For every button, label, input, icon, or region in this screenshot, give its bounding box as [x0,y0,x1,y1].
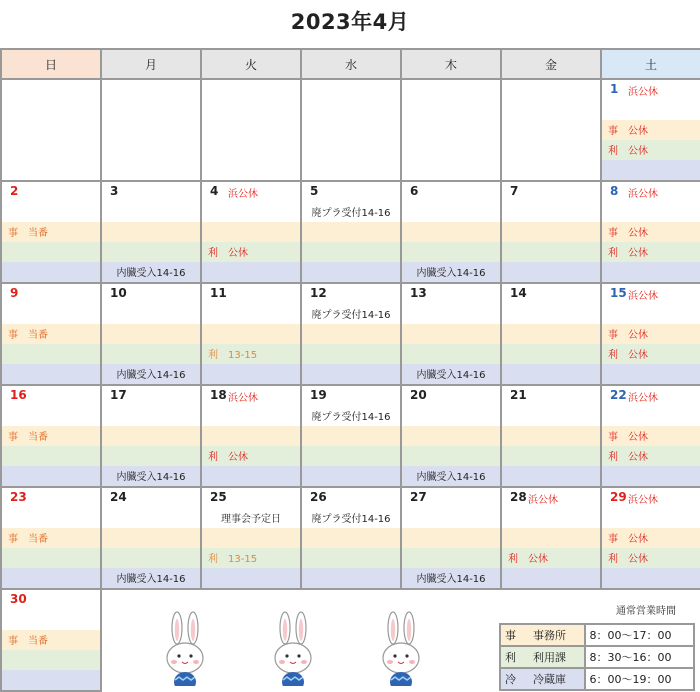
day-number: 1 [610,82,619,96]
weekday-mon: 月 [101,49,201,79]
day-cell-21[interactable] [501,385,601,487]
day-cell-8[interactable] [601,181,700,283]
day-cell-16[interactable] [1,385,101,487]
plastic-note: 廃プラ受付14-16 [311,412,391,423]
day-number: 25 [210,490,227,504]
day-cell-11[interactable] [201,283,301,385]
day-number: 21 [510,388,527,402]
day-number: 5 [310,184,319,198]
day-cell-1[interactable] [601,79,700,181]
empty-day-cell [1,79,101,181]
weekday-fri: 金 [501,49,601,79]
day-cell-26[interactable] [301,487,401,589]
day-number: 13 [410,286,427,300]
hours-row [500,668,694,690]
naizo-note: 内臓受入14-16 [116,574,186,585]
day-cell-29[interactable] [601,487,700,589]
rabbit-illustration-2 [268,610,318,686]
use-holiday: 利 公休 [608,350,648,361]
day-number: 7 [510,184,519,198]
day-number: 9 [10,286,19,300]
office-duty: 事 当番 [8,432,48,443]
office-holiday: 事 公休 [608,534,648,545]
weekday-sun: 日 [1,49,101,79]
day-number: 20 [410,388,427,402]
use-holiday: 利 公休 [608,554,648,565]
day-number: 19 [310,388,327,402]
day-cell-17[interactable] [101,385,201,487]
office-holiday: 事 公休 [608,228,648,239]
hours-row [500,624,694,646]
use-holiday: 利 公休 [608,248,648,259]
hama-holiday: 浜公休 [628,189,658,200]
hours-row [500,646,694,668]
day-cell-23[interactable] [1,487,101,589]
hama-holiday: 浜公休 [228,189,258,200]
weekday-wed: 水 [301,49,401,79]
day-cell-10[interactable] [101,283,201,385]
empty-day-cell [301,79,401,181]
day-number: 24 [110,490,127,504]
office-duty: 事 当番 [8,636,48,647]
day-cell-20[interactable] [401,385,501,487]
day-number: 6 [410,184,419,198]
day-cell-13[interactable] [401,283,501,385]
hama-holiday: 浜公休 [228,393,258,404]
empty-day-cell [501,79,601,181]
office-duty: 事 当番 [8,228,48,239]
day-number: 28 [510,490,527,504]
day-number: 18 [210,388,227,402]
naizo-note: 内臓受入14-16 [416,370,486,381]
hours-label: 事 事務所 [500,624,585,646]
office-holiday: 事 公休 [608,432,648,443]
rabbit-illustration-3 [376,610,426,686]
empty-day-cell [201,79,301,181]
day-cell-24[interactable] [101,487,201,589]
hours-time: 8：30～16：00 [585,646,695,668]
hama-holiday: 浜公休 [628,495,658,506]
hours-title: 通常営業時間 [616,606,676,617]
day-number: 10 [110,286,127,300]
day-cell-4[interactable] [201,181,301,283]
day-cell-7[interactable] [501,181,601,283]
office-holiday: 事 公休 [608,126,648,137]
plastic-note: 廃プラ受付14-16 [311,310,391,321]
day-cell-22[interactable] [601,385,700,487]
hama-holiday: 浜公休 [628,291,658,302]
plastic-note: 廃プラ受付14-16 [311,208,391,219]
weekday-sat: 土 [601,49,700,79]
day-cell-30[interactable] [1,589,101,691]
day-cell-15[interactable] [601,283,700,385]
hama-holiday: 浜公休 [628,393,658,404]
day-number: 23 [10,490,27,504]
naizo-note: 内臓受入14-16 [416,268,486,279]
weekday-thu: 木 [401,49,501,79]
day-cell-28[interactable] [501,487,601,589]
use-hours-note: 利 13-15 [208,554,258,565]
hama-holiday: 浜公休 [528,495,558,506]
empty-day-cell [101,79,201,181]
day-number: 17 [110,388,127,402]
hours-table [499,623,695,691]
weekday-tue: 火 [201,49,301,79]
day-number: 26 [310,490,327,504]
day-number: 16 [10,388,27,402]
naizo-note: 内臓受入14-16 [416,472,486,483]
use-holiday: 利 公休 [608,146,648,157]
day-cell-3[interactable] [101,181,201,283]
day-number: 30 [10,592,27,606]
use-holiday: 利 公休 [208,452,248,463]
day-number: 15 [610,286,627,300]
office-duty: 事 当番 [8,534,48,545]
empty-day-cell [401,79,501,181]
calendar-grid [0,48,700,692]
day-cell-5[interactable] [301,181,401,283]
day-cell-12[interactable] [301,283,401,385]
use-holiday: 利 公休 [508,554,548,565]
day-number: 4 [210,184,219,198]
day-number: 3 [110,184,119,198]
use-holiday: 利 公休 [208,248,248,259]
calendar-title: 2023年4月 [290,10,410,34]
rabbit-illustration-1 [160,610,210,686]
day-number: 8 [610,184,619,198]
day-cell-18[interactable] [201,385,301,487]
day-cell-14[interactable] [501,283,601,385]
naizo-note: 内臓受入14-16 [416,574,486,585]
day-number: 22 [610,388,627,402]
hours-time: 6：00～19：00 [585,668,695,690]
board-meeting-note: 理事会予定日 [221,514,281,525]
day-cell-27[interactable] [401,487,501,589]
day-cell-9[interactable] [1,283,101,385]
hours-label: 利 利用課 [500,646,585,668]
day-number: 29 [610,490,627,504]
use-hours-note: 利 13-15 [208,350,258,361]
day-number: 2 [10,184,19,198]
naizo-note: 内臓受入14-16 [116,472,186,483]
day-number: 11 [210,286,227,300]
office-duty: 事 当番 [8,330,48,341]
hama-holiday: 浜公休 [628,87,658,98]
plastic-note: 廃プラ受付14-16 [311,514,391,525]
use-holiday: 利 公休 [608,452,648,463]
office-holiday: 事 公休 [608,330,648,341]
day-cell-2[interactable] [1,181,101,283]
naizo-note: 内臓受入14-16 [116,268,186,279]
day-cell-6[interactable] [401,181,501,283]
day-number: 27 [410,490,427,504]
naizo-note: 内臓受入14-16 [116,370,186,381]
hours-label: 冷 冷蔵庫 [500,668,585,690]
day-cell-19[interactable] [301,385,401,487]
day-number: 14 [510,286,527,300]
hours-time: 8：00～17：00 [585,624,695,646]
day-number: 12 [310,286,327,300]
day-cell-25[interactable] [201,487,301,589]
